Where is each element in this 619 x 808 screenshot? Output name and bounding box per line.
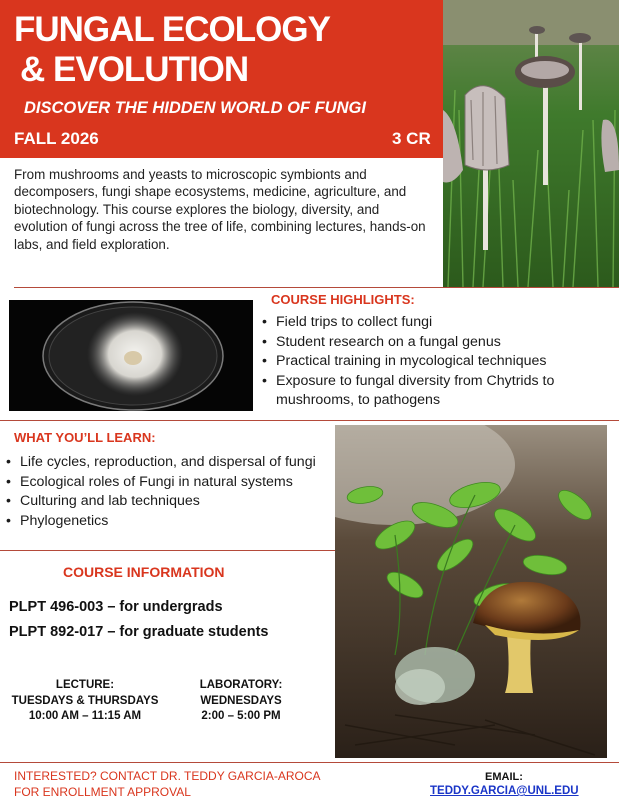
lab-time: 2:00 – 5:00 PM — [201, 710, 281, 722]
lecture-days: TUESDAYS & THURSDAYS — [11, 694, 159, 707]
list-item: • Student research on a fungal genus — [262, 333, 614, 353]
list-item: • Ecological roles of Fungi in natural systems — [6, 473, 336, 493]
bolete-mushroom-photo — [335, 425, 607, 758]
inkcap-mushroom-photo — [443, 0, 619, 287]
lab-label: LABORATORY: — [199, 679, 283, 691]
grad-course-code: PLPT 892-017 – for graduate students — [9, 624, 269, 640]
learn-heading: WHAT YOU’LL LEARN: — [14, 430, 156, 445]
credits-label: 3 CR — [392, 129, 431, 148]
lab-schedule — [183, 678, 299, 725]
title-line-1: FUNGAL ECOLOGY — [14, 10, 330, 49]
list-item: • Life cycles, reproduction, and dispersal of fungi — [6, 453, 336, 473]
highlights-list — [262, 313, 614, 411]
highlights-heading: COURSE HIGHLIGHTS: — [271, 292, 415, 307]
list-item: • Practical training in mycological techniques — [262, 352, 614, 372]
divider — [0, 762, 619, 763]
undergrad-course-code: PLPT 496-003 – for undergrads — [9, 599, 223, 615]
list-item: • Phylogenetics — [6, 512, 336, 532]
lecture-time: 10:00 AM – 11:15 AM — [28, 710, 142, 722]
list-item: • Culturing and lab techniques — [6, 492, 336, 512]
contact-line-1: INTERESTED? CONTACT DR. TEDDY GARCIA-AROCA — [14, 769, 321, 783]
petri-dish-photo — [9, 300, 253, 411]
list-item: • Exposure to fungal diversity from Chytrids to mushrooms, to pathogens — [262, 372, 614, 411]
divider — [14, 287, 619, 288]
lab-days: WEDNESDAYS — [200, 694, 282, 707]
tagline: DISCOVER THE HIDDEN WORLD OF FUNGI — [24, 99, 366, 117]
divider — [0, 550, 335, 551]
lecture-schedule — [7, 678, 163, 725]
contact-line-2: FOR ENROLLMENT APPROVAL — [14, 785, 191, 799]
contact-note — [14, 768, 321, 800]
email-label: EMAIL: — [485, 771, 523, 783]
learn-list — [6, 453, 336, 531]
title-line-2: & EVOLUTION — [20, 50, 249, 89]
term-label: FALL 2026 — [14, 129, 99, 148]
course-info-heading: COURSE INFORMATION — [63, 564, 225, 580]
list-item: • Field trips to collect fungi — [262, 313, 614, 333]
lecture-label: LECTURE: — [55, 679, 115, 691]
intro-paragraph: From mushrooms and yeasts to microscopic symbionts and decomposers, fungi shape ecosystems, medicine, agriculture, and biotechnology. This course explores the biology, diversity, and evolution of fungi across the tree of life, combining lectures, hands-on labs, and field exploration. — [14, 167, 426, 252]
email-link[interactable]: TEDDY.GARCIA@UNL.EDU — [430, 785, 579, 797]
divider — [0, 420, 619, 421]
